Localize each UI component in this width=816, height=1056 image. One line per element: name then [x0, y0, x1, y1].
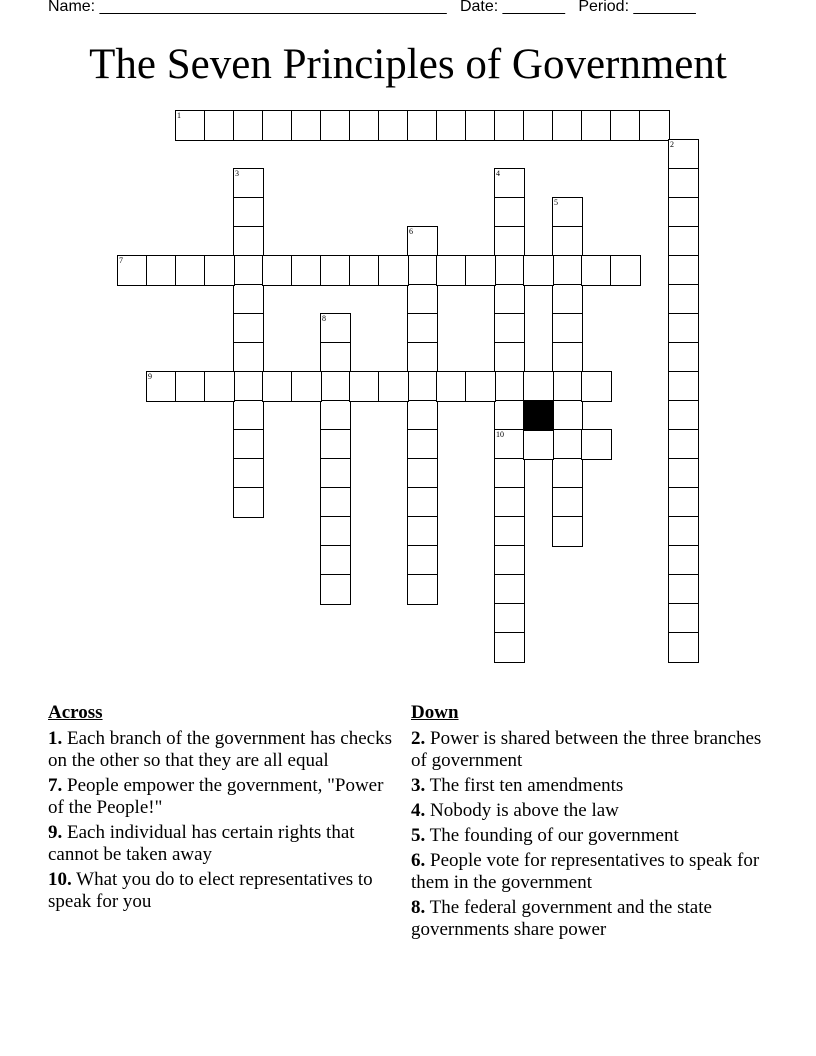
grid-cell[interactable] [668, 487, 699, 518]
grid-cell[interactable] [523, 371, 554, 402]
grid-cell[interactable] [552, 226, 583, 257]
clue-number: 8 [322, 314, 326, 323]
grid-cell[interactable] [407, 255, 438, 286]
grid-cell[interactable] [639, 110, 670, 141]
grid-cell[interactable] [494, 284, 525, 315]
grid-cell[interactable] [175, 255, 206, 286]
grid-cell[interactable] [494, 110, 525, 141]
grid-cell[interactable] [233, 255, 264, 286]
clue-number: 5 [554, 198, 558, 207]
grid-cell[interactable] [552, 255, 583, 286]
grid-cell[interactable] [668, 371, 699, 402]
grid-cell[interactable] [407, 284, 438, 315]
grid-cell[interactable] [320, 342, 351, 373]
grid-cell[interactable] [204, 110, 235, 141]
grid-cell[interactable] [552, 284, 583, 315]
grid-cell[interactable] [407, 516, 438, 547]
grid-cell[interactable] [581, 429, 612, 460]
grid-cell[interactable] [668, 429, 699, 460]
grid-cell[interactable] [233, 429, 264, 460]
clue-number: 7 [119, 256, 123, 265]
grid-cell[interactable] [320, 313, 351, 344]
grid-cell[interactable] [349, 110, 380, 141]
grid-cell[interactable] [668, 139, 699, 170]
page-title: The Seven Principles of Government [89, 41, 727, 88]
clue-across: 10. What you do to elect representatives to speak for you [48, 869, 373, 912]
date-label: Date: [459, 0, 499, 15]
grid-cell[interactable] [320, 400, 351, 431]
grid-cell[interactable] [233, 400, 264, 431]
grid-cell[interactable] [465, 371, 496, 402]
grid-cell[interactable] [494, 458, 525, 489]
grid-cell[interactable] [378, 110, 409, 141]
grid-cell[interactable] [204, 371, 235, 402]
grid-cell[interactable] [494, 516, 525, 547]
grid-cell[interactable] [668, 284, 699, 315]
down-heading: Down [411, 702, 459, 723]
clue-number: 9 [148, 372, 152, 381]
grid-cell[interactable] [523, 255, 554, 286]
grid-cell[interactable] [610, 110, 641, 141]
grid-cell[interactable] [668, 255, 699, 286]
grid-cell[interactable] [378, 371, 409, 402]
clue-down: 3. The first ten amendments [411, 775, 624, 796]
grid-cell[interactable] [552, 371, 583, 402]
grid-cell[interactable] [668, 516, 699, 547]
grid-cell[interactable] [494, 574, 525, 605]
clue-down: 4. Nobody is above the law [411, 800, 619, 821]
grid-cell[interactable] [146, 255, 177, 286]
grid-cell[interactable] [407, 371, 438, 402]
grid-cell[interactable] [523, 110, 554, 141]
grid-cell[interactable] [233, 226, 264, 257]
clue-across: 7. People empower the government, "Power of the People!" [48, 775, 384, 818]
grid-cell[interactable] [175, 371, 206, 402]
name-field[interactable]: _______________________________________ [99, 0, 447, 15]
grid-cell[interactable] [494, 313, 525, 344]
clue-down: 2. Power is shared between the three branches of government [411, 728, 762, 771]
clue-number: 1 [177, 111, 181, 120]
grid-cell[interactable] [262, 110, 293, 141]
grid-cell[interactable] [320, 545, 351, 576]
grid-cell[interactable] [146, 371, 177, 402]
grid-cell[interactable] [436, 110, 467, 141]
period-field[interactable]: _______ [633, 0, 696, 15]
clue-down: 5. The founding of our government [411, 825, 679, 846]
grid-cell[interactable] [407, 342, 438, 373]
grid-cell[interactable] [320, 110, 351, 141]
grid-cell[interactable] [668, 545, 699, 576]
grid-cell[interactable] [581, 110, 612, 141]
grid-cell[interactable] [552, 516, 583, 547]
clue-number: 2 [670, 140, 674, 149]
grid-cell[interactable] [349, 255, 380, 286]
grid-cell[interactable] [233, 487, 264, 518]
grid-cell[interactable] [349, 371, 380, 402]
grid-cell[interactable] [436, 371, 467, 402]
grid-cell[interactable] [494, 226, 525, 257]
grid-cell[interactable] [552, 342, 583, 373]
grid-cell[interactable] [552, 458, 583, 489]
grid-cell[interactable] [233, 110, 264, 141]
clue-number: 10 [496, 430, 504, 439]
grid-cell[interactable] [407, 574, 438, 605]
across-heading: Across [48, 702, 103, 723]
grid-cell[interactable] [494, 342, 525, 373]
grid-cell[interactable] [233, 168, 264, 199]
grid-cell[interactable] [668, 574, 699, 605]
grid-cell[interactable] [494, 168, 525, 199]
grid-cell[interactable] [494, 371, 525, 402]
clue-number: 4 [496, 169, 500, 178]
grid-cell[interactable] [668, 632, 699, 663]
grid-cell[interactable] [320, 487, 351, 518]
clue-down: 8. The federal government and the state governments share power [411, 897, 712, 940]
grid-cell[interactable] [581, 255, 612, 286]
name-label: Name: [48, 0, 96, 15]
grid-cell[interactable] [436, 255, 467, 286]
grid-cell[interactable] [668, 168, 699, 199]
grid-cell[interactable] [581, 371, 612, 402]
grid-cell[interactable] [175, 110, 206, 141]
grid-cell[interactable] [668, 603, 699, 634]
grid-cell[interactable] [494, 197, 525, 228]
grid-cell[interactable] [320, 255, 351, 286]
grid-cell[interactable] [233, 313, 264, 344]
grid-cell[interactable] [494, 603, 525, 634]
grid-cell[interactable] [320, 458, 351, 489]
grid-cell[interactable] [523, 429, 554, 460]
grid-cell[interactable] [320, 516, 351, 547]
grid-cell[interactable] [233, 371, 264, 402]
across-clues [48, 702, 393, 916]
grid-cell[interactable] [552, 487, 583, 518]
grid-cell[interactable] [668, 197, 699, 228]
grid-cell[interactable] [668, 342, 699, 373]
clue-across: 9. Each individual has certain rights that cannot be taken away [48, 822, 355, 865]
grid-cell[interactable] [494, 255, 525, 286]
grid-cell[interactable] [407, 313, 438, 344]
grid-cell[interactable] [320, 574, 351, 605]
date-field[interactable]: _______ [502, 0, 565, 15]
grid-cell[interactable] [378, 255, 409, 286]
grid-cell[interactable] [291, 371, 322, 402]
grid-cell[interactable] [262, 371, 293, 402]
grid-cell[interactable] [610, 255, 641, 286]
grid-cell[interactable] [204, 255, 235, 286]
clue-number: 3 [235, 169, 239, 178]
grid-cell[interactable] [407, 487, 438, 518]
grid-cell[interactable] [233, 458, 264, 489]
grid-cell[interactable] [233, 342, 264, 373]
grid-cell[interactable] [233, 197, 264, 228]
grid-cell[interactable] [494, 429, 525, 460]
down-clues [411, 702, 771, 944]
grid-cell[interactable] [407, 429, 438, 460]
grid-cell[interactable] [552, 400, 583, 431]
grid-cell[interactable] [233, 284, 264, 315]
grid-cell[interactable] [407, 110, 438, 141]
grid-cell[interactable] [407, 226, 438, 257]
grid-cell[interactable] [465, 255, 496, 286]
grid-cell[interactable] [552, 197, 583, 228]
grid-cell[interactable] [407, 458, 438, 489]
grid-cell[interactable] [320, 371, 351, 402]
period-label: Period: [578, 0, 630, 15]
grid-cell[interactable] [407, 400, 438, 431]
grid-cell[interactable] [494, 545, 525, 576]
grid-cell[interactable] [407, 545, 438, 576]
grid-cell[interactable] [668, 313, 699, 344]
grid-cell[interactable] [552, 313, 583, 344]
grid-cell[interactable] [668, 458, 699, 489]
grid-cell[interactable] [552, 110, 583, 141]
black-cell [523, 400, 554, 431]
grid-cell[interactable] [552, 429, 583, 460]
grid-cell[interactable] [291, 255, 322, 286]
grid-cell[interactable] [291, 110, 322, 141]
grid-cell[interactable] [494, 632, 525, 663]
grid-cell[interactable] [668, 400, 699, 431]
grid-cell[interactable] [320, 429, 351, 460]
clue-number: 6 [409, 227, 413, 236]
clue-across: 1. Each branch of the government has checks on the other so that they are all equal [48, 728, 392, 771]
grid-cell[interactable] [117, 255, 148, 286]
grid-cell[interactable] [494, 400, 525, 431]
grid-cell[interactable] [494, 487, 525, 518]
grid-cell[interactable] [465, 110, 496, 141]
grid-cell[interactable] [262, 255, 293, 286]
grid-cell[interactable] [668, 226, 699, 257]
clue-down: 6. People vote for representatives to speak for them in the government [411, 850, 760, 893]
